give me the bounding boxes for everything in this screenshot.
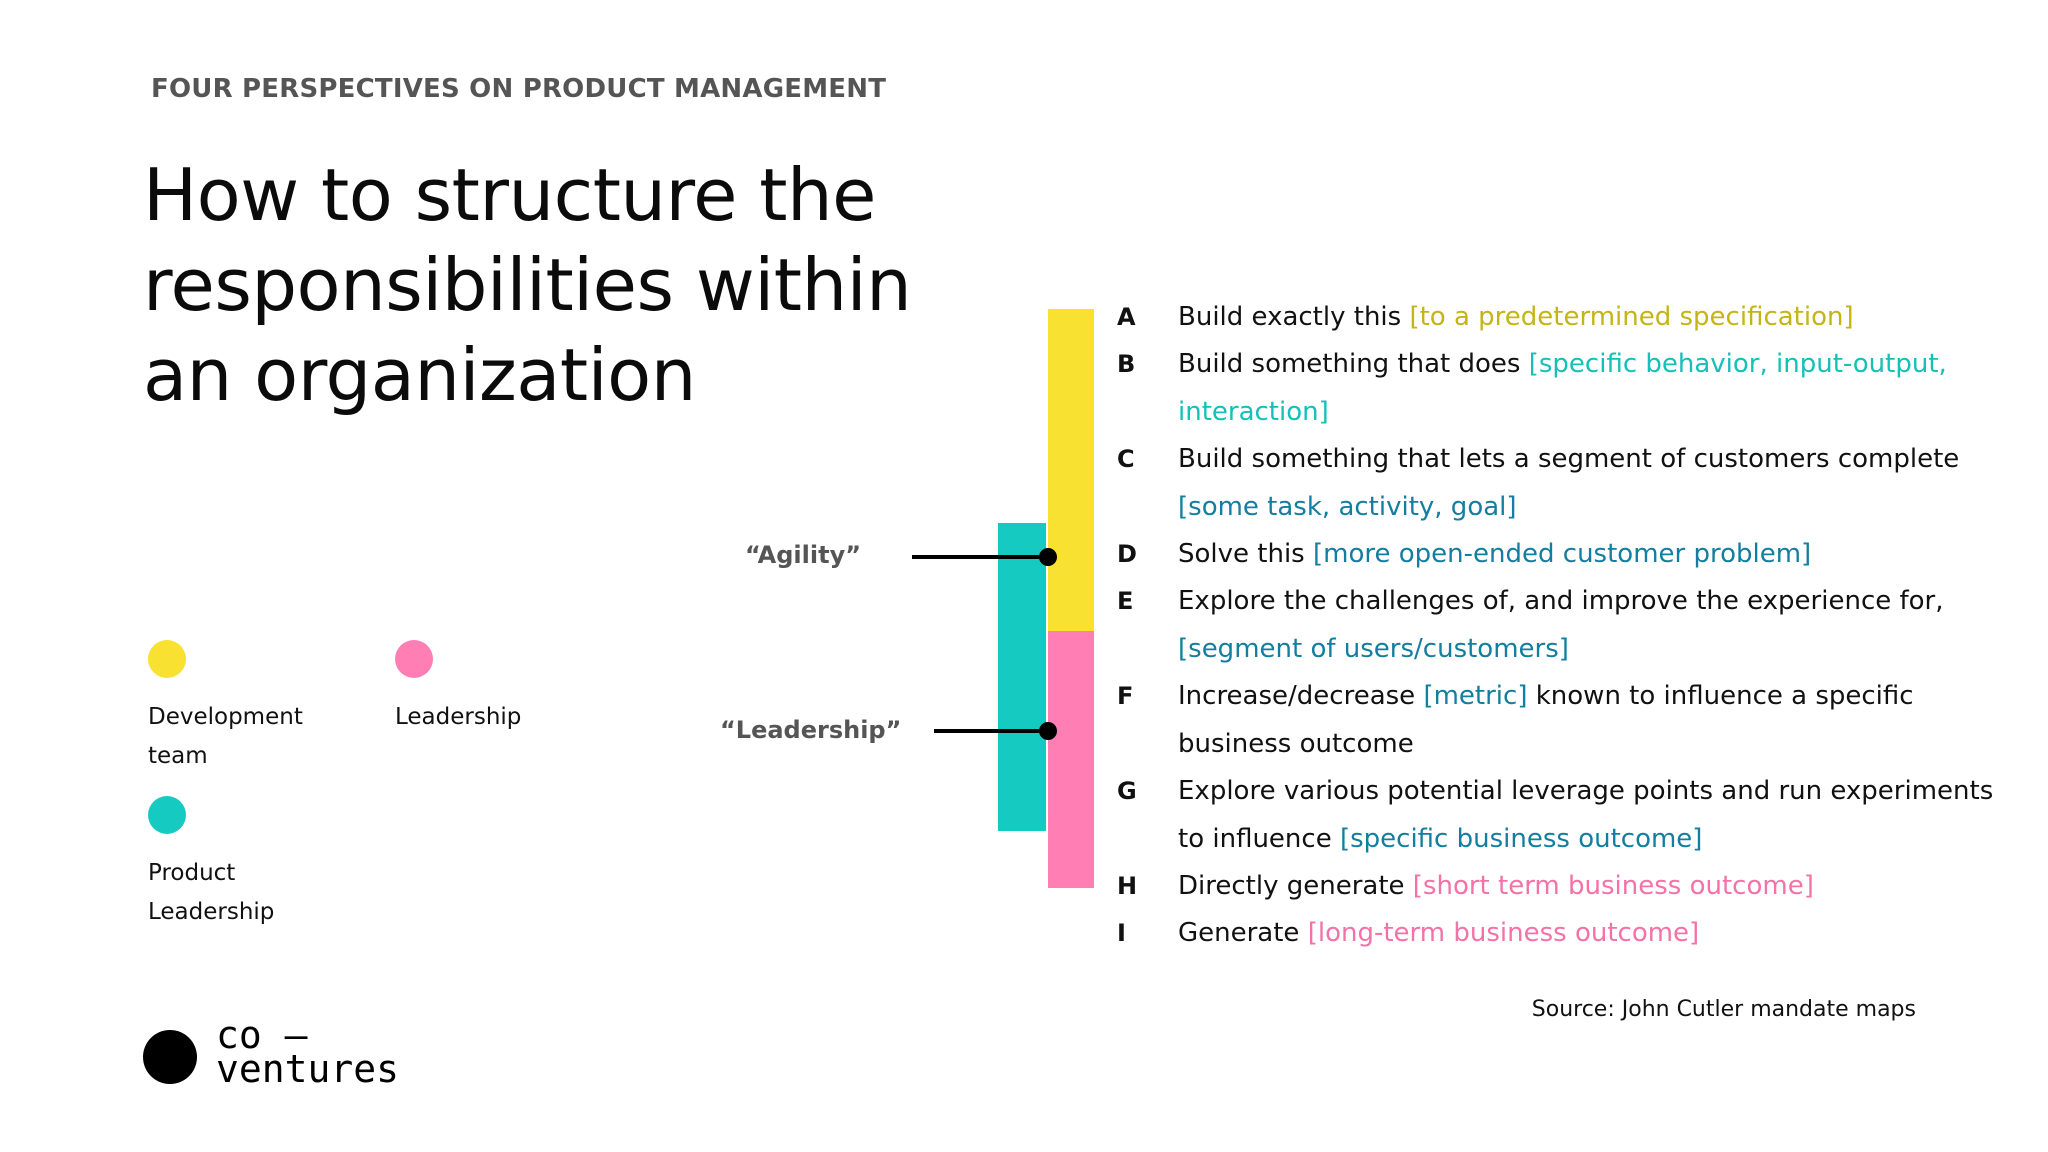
item-highlight: [some task, activity, goal] <box>1178 491 1517 522</box>
item-highlight: [metric] <box>1423 681 1528 711</box>
item-text: Build something that lets a segment of customers complete <box>1178 444 1960 474</box>
list-item <box>1178 578 1998 673</box>
item-text: Generate <box>1178 918 1308 948</box>
item-text: Solve this <box>1178 539 1313 569</box>
item-letter: E <box>1117 587 1134 615</box>
item-text: Explore various potential leverage points and run experiments to influence <box>1178 776 1994 854</box>
item-highlight: [segment of users/customers] <box>1178 633 1569 664</box>
list-item <box>1178 768 1998 863</box>
item-text: Explore the challenges of, and improve the experience for, <box>1178 586 1944 616</box>
list-item <box>1178 294 1998 342</box>
page-title: How to structure the responsibilities within an organization <box>143 153 912 417</box>
item-letter: B <box>1117 350 1136 378</box>
annotation-agility: “Agility” <box>745 541 862 569</box>
item-letter: C <box>1117 445 1135 473</box>
item-letter: I <box>1117 919 1126 947</box>
item-highlight: [short term business outcome] <box>1412 871 1814 901</box>
logo-line-2: ventures <box>216 1047 400 1091</box>
logo-mark <box>143 1030 197 1084</box>
item-letter: A <box>1117 303 1136 331</box>
item-text: Build exactly this <box>1178 302 1410 332</box>
agility-connector-dot <box>1039 548 1057 566</box>
legend-label: Development team <box>148 704 303 769</box>
leadership-connector-dot <box>1039 722 1057 740</box>
item-letter: F <box>1117 682 1134 710</box>
item-letter: D <box>1117 540 1137 568</box>
logo-wordmark <box>216 1013 400 1091</box>
item-text: Directly generate <box>1178 871 1413 901</box>
item-letter: H <box>1117 872 1138 900</box>
list-item <box>1178 863 1998 911</box>
bar-leadership <box>1048 631 1094 888</box>
item-highlight: [specific business outcome] <box>1339 823 1703 854</box>
source-citation: Source: John Cutler mandate maps <box>1531 997 1916 1022</box>
legend-label: Product Leadership <box>148 860 275 925</box>
eyebrow-heading: FOUR PERSPECTIVES ON PRODUCT MANAGEMENT <box>151 74 887 104</box>
list-item <box>1178 910 1998 958</box>
item-text-after: known to influence a specific business outcome <box>1178 681 1914 759</box>
list-item <box>1178 436 1998 531</box>
bar-product-leadership <box>998 523 1046 831</box>
list-item <box>1178 673 1998 768</box>
list-item <box>1178 531 1998 579</box>
item-highlight: [to a predetermined specification] <box>1409 302 1854 332</box>
item-highlight: [specific behavior, input-output, interaction] <box>1178 349 1947 427</box>
item-text: Increase/decrease <box>1178 681 1424 711</box>
item-highlight: [long-term business outcome] <box>1307 918 1700 948</box>
logo-line-1: co — <box>216 1013 308 1057</box>
item-text: Build something that does <box>1178 349 1529 379</box>
item-highlight: [more open-ended customer problem] <box>1313 539 1812 569</box>
list-item <box>1178 341 1998 436</box>
item-letter: G <box>1117 777 1137 805</box>
bar-development-team <box>1048 309 1094 631</box>
annotation-leadership: “Leadership” <box>720 716 902 744</box>
legend-label: Leadership <box>395 704 522 730</box>
